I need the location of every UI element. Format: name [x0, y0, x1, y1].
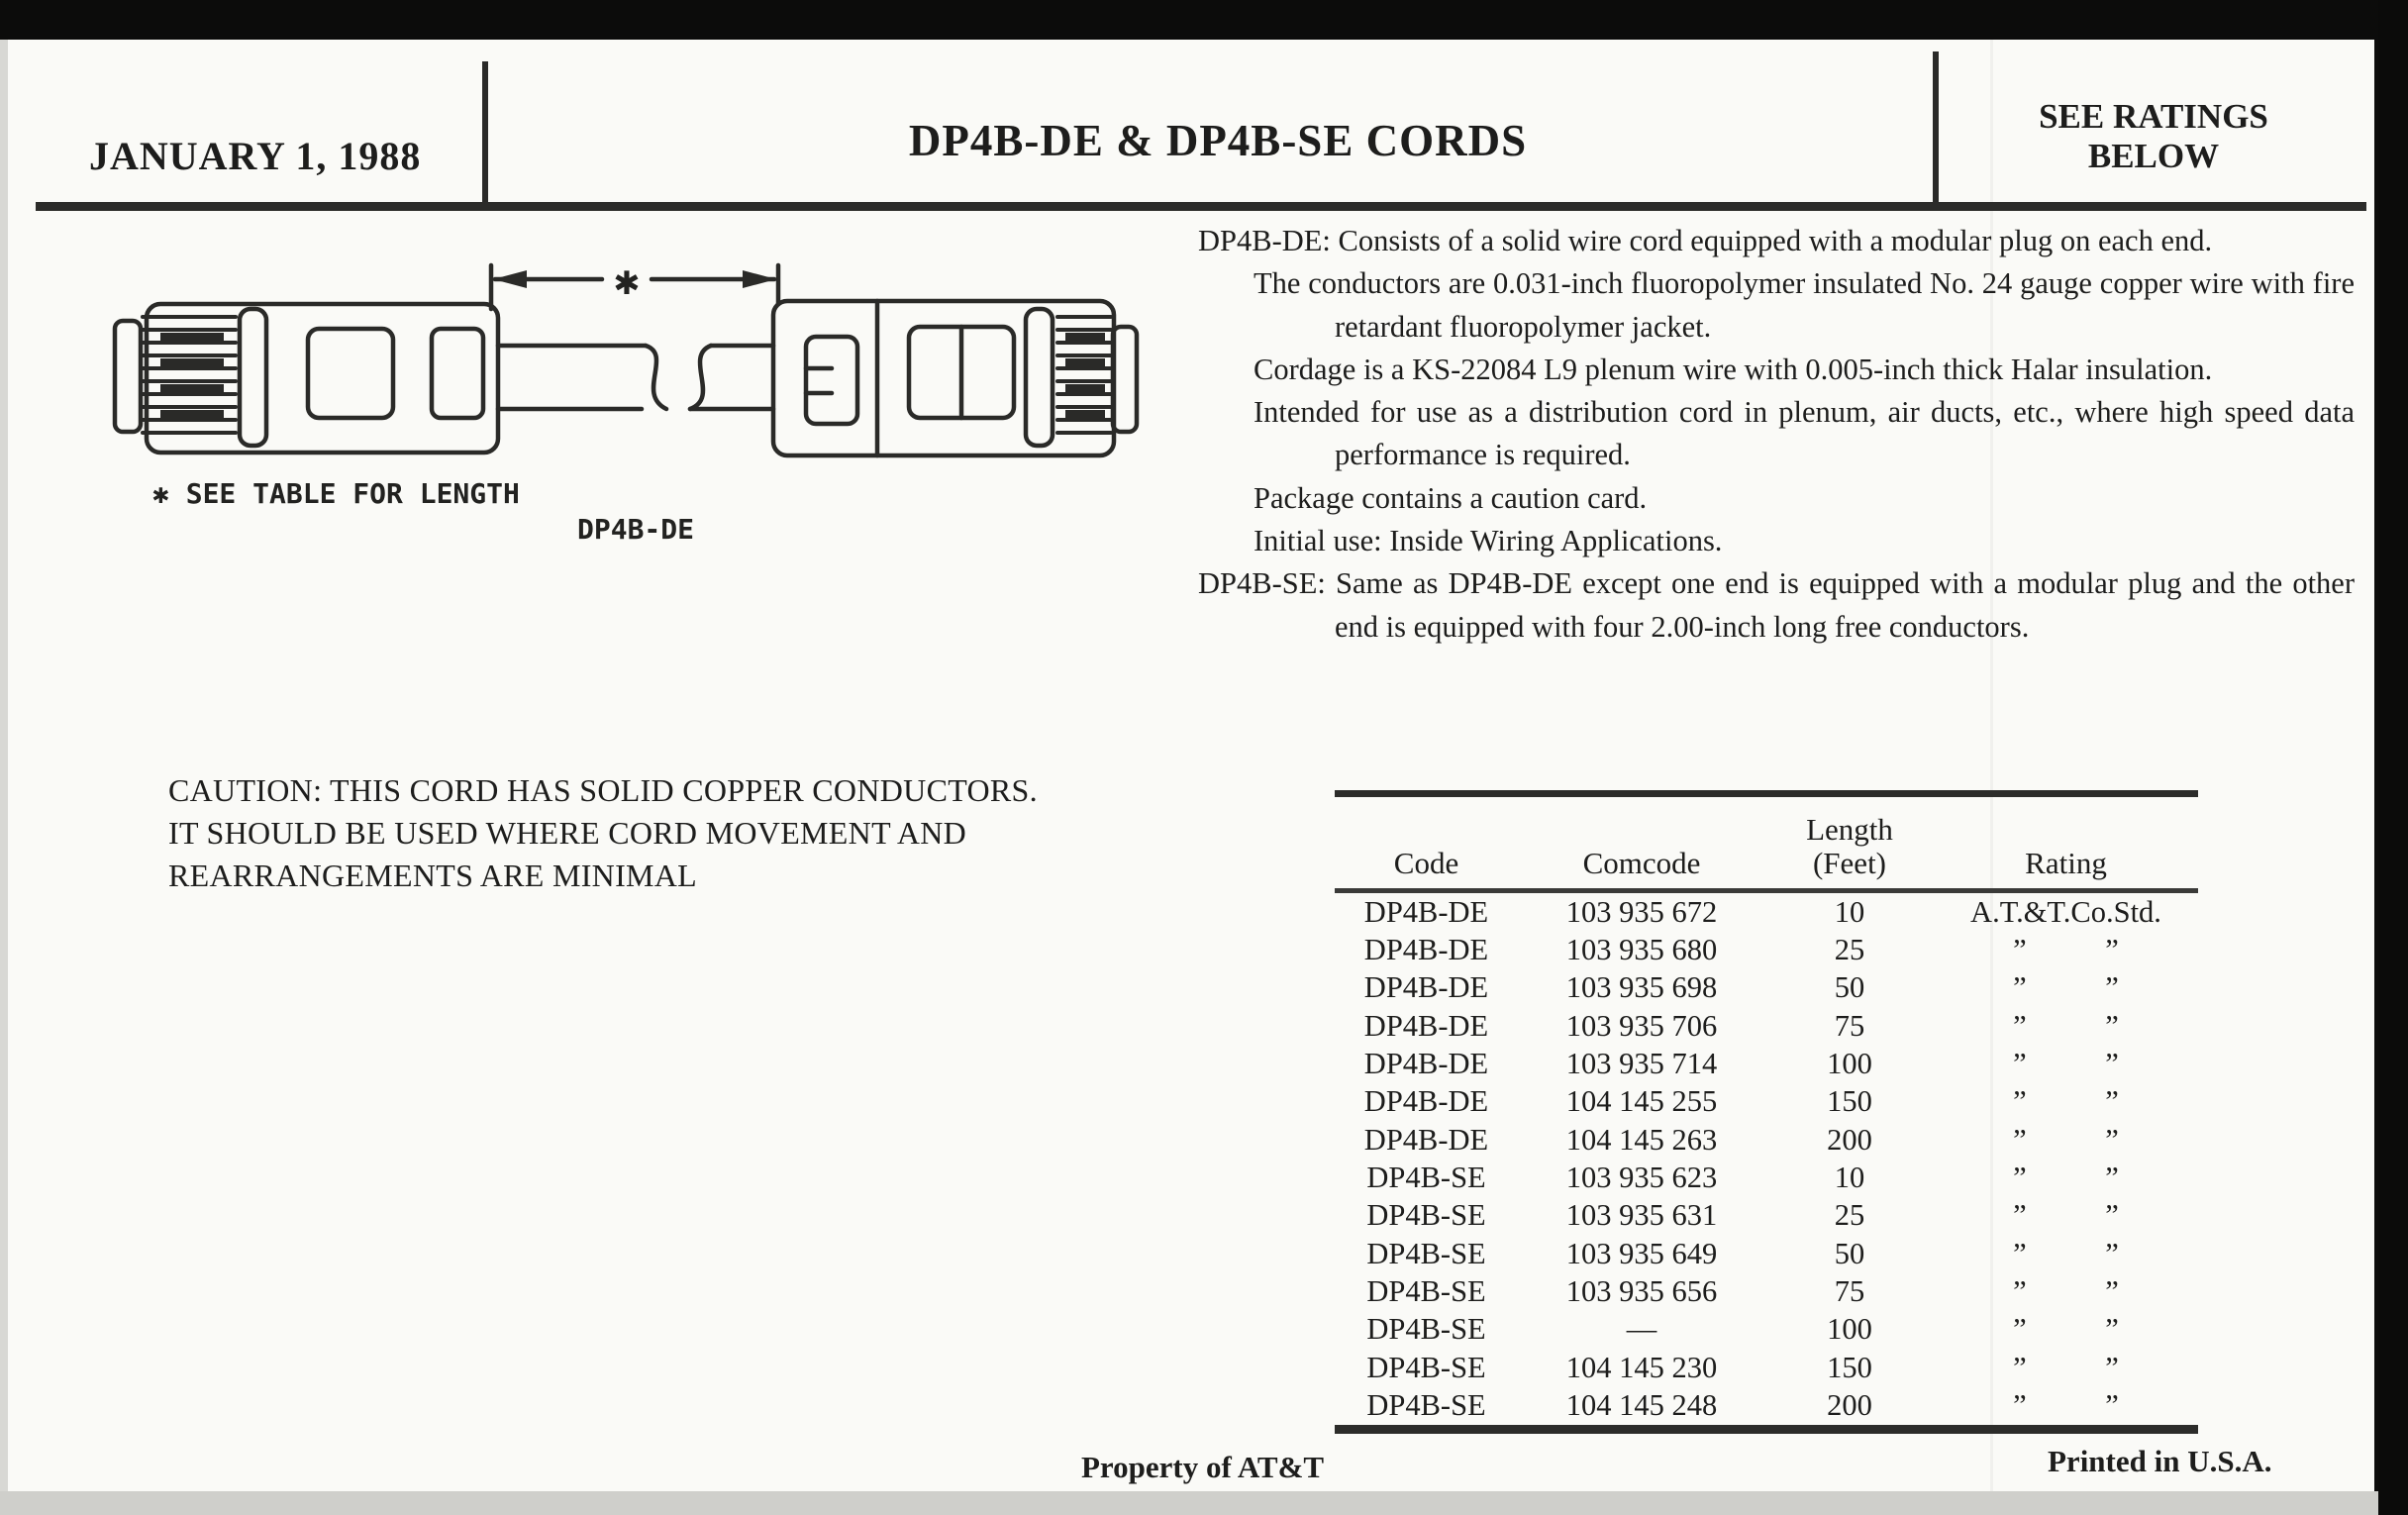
- caution-line3: REARRANGEMENTS ARE MINIMAL: [168, 858, 698, 893]
- cell-length: 200: [1827, 1122, 1872, 1157]
- cell-rating: ” ”: [2013, 1312, 2119, 1347]
- scan-left-edge: [0, 40, 8, 1491]
- caution-line2: IT SHOULD BE USED WHERE CORD MOVEMENT AND: [168, 815, 967, 851]
- left-plug: [115, 304, 498, 453]
- left-plug-tab: [115, 321, 141, 432]
- right-plug-tab: [1113, 327, 1137, 432]
- left-plug-body: [147, 304, 498, 453]
- cell-length: 150: [1827, 1084, 1872, 1119]
- cell-comcode: 104 145 248: [1565, 1388, 1718, 1423]
- cell-code: DP4B-SE: [1366, 1388, 1486, 1423]
- table-row: [1335, 1121, 2198, 1159]
- table-row: [1335, 1159, 2198, 1196]
- cell-length: 50: [1834, 970, 1865, 1005]
- column-header-comcode: Comcode: [1582, 846, 1701, 880]
- description-paragraph: DP4B-DE: Consists of a solid wire cord equipped with a modular plug on each end.: [1198, 224, 2213, 257]
- column-header-code: Code: [1393, 846, 1459, 880]
- cell-comcode: 104 145 230: [1565, 1350, 1718, 1384]
- cell-length: 10: [1834, 1161, 1865, 1195]
- column-header-length: [1765, 813, 1934, 880]
- description-paragraph: Package contains a caution card.: [1254, 480, 1648, 515]
- scan-bottom-edge: [0, 1491, 2378, 1515]
- cell-length: 10: [1834, 894, 1865, 929]
- table-header-row: [1335, 797, 2198, 888]
- cell-length: 25: [1834, 933, 1865, 967]
- cell-comcode: —: [1626, 1312, 1657, 1347]
- table-row: [1335, 1045, 2198, 1082]
- cell-comcode: 103 935 656: [1565, 1274, 1718, 1309]
- cell-comcode: 103 935 680: [1565, 933, 1718, 967]
- description-paragraph: DP4B-SE: Same as DP4B-DE except one end is equipped with a modular plug and the other end is equipped with four 2.00-inch long free conductors.: [1198, 566, 2355, 644]
- description-paragraph: Initial use: Inside Wiring Applications.: [1254, 524, 1723, 558]
- cell-comcode: 103 935 649: [1565, 1236, 1718, 1270]
- cell-rating: ” ”: [2013, 1350, 2119, 1384]
- table-row: [1335, 1349, 2198, 1386]
- cable-break-left: [646, 346, 666, 409]
- cell-rating: ” ”: [2013, 1198, 2119, 1233]
- table-row: [1335, 1197, 2198, 1235]
- table-body: [1335, 893, 2198, 1425]
- cell-comcode: 104 145 263: [1565, 1122, 1718, 1157]
- cell-rating: ” ”: [2013, 1388, 2119, 1423]
- right-plug-latch-bar: [1026, 309, 1053, 446]
- cell-comcode: 103 935 631: [1565, 1198, 1718, 1233]
- table-row: [1335, 1083, 2198, 1121]
- cell-rating: ” ”: [2013, 1008, 2119, 1043]
- cell-comcode: 104 145 255: [1565, 1084, 1718, 1119]
- cell-code: DP4B-DE: [1363, 1122, 1489, 1157]
- dimension-asterisk: ✱: [614, 255, 640, 304]
- cell-code: DP4B-SE: [1366, 1312, 1486, 1347]
- left-plug-contacts: [143, 317, 236, 433]
- table-row: [1335, 931, 2198, 968]
- table-row: [1335, 1386, 2198, 1424]
- table-row: [1335, 969, 2198, 1007]
- cell-comcode: 103 935 706: [1565, 1008, 1718, 1043]
- table-rule-bottom: [1335, 1425, 2198, 1434]
- cell-length: 200: [1827, 1388, 1872, 1423]
- caution-line1: CAUTION: THIS CORD HAS SOLID COPPER CONDUCTORS.: [168, 772, 1038, 808]
- cell-length: 150: [1827, 1350, 1872, 1384]
- description-paragraph: Cordage is a KS-22084 L9 plenum wire with 0.005-inch thick Halar insulation.: [1254, 352, 2213, 386]
- cell-comcode: 103 935 672: [1565, 894, 1718, 929]
- description-paragraph: The conductors are 0.031-inch fluoropolymer insulated No. 24 gauge copper wire with fire retardant fluoropolymer jacket.: [1254, 266, 2355, 344]
- description-column: [1198, 220, 2355, 649]
- left-plug-latch-bar: [240, 309, 266, 446]
- cord-label: DP4B-DE: [577, 513, 695, 546]
- length-note-label: ✱ SEE TABLE FOR LENGTH: [152, 477, 520, 510]
- cable: [498, 346, 773, 409]
- cable-break-right: [690, 346, 711, 409]
- cell-rating: ” ”: [2013, 1236, 2119, 1270]
- document-page: [8, 40, 2374, 1491]
- cell-code: DP4B-DE: [1363, 933, 1489, 967]
- dimension-arrow: [491, 255, 778, 309]
- cell-code: DP4B-DE: [1363, 1084, 1489, 1119]
- ratings-note-line1: SEE RATINGS: [2039, 97, 2268, 136]
- parts-table: [1335, 790, 2198, 1434]
- column-header-rating: Rating: [2025, 846, 2107, 880]
- column-header-length-line1: Length: [1806, 812, 1893, 847]
- cell-length: 100: [1827, 1312, 1872, 1347]
- ratings-note: [1939, 97, 2368, 176]
- footer-printed-note: Printed in U.S.A.: [2048, 1444, 2272, 1478]
- cell-code: DP4B-SE: [1366, 1350, 1486, 1384]
- description-paragraph: Intended for use as a distribution cord in plenum, air ducts, etc., where high speed data performance is required.: [1254, 395, 2355, 472]
- cell-rating: A.T.&T.Co.Std.: [1970, 894, 2161, 929]
- scan-top-border: [0, 0, 2408, 40]
- cell-rating: ” ”: [2013, 1161, 2119, 1195]
- cell-code: DP4B-DE: [1363, 1008, 1489, 1043]
- document-date: JANUARY 1, 1988: [89, 134, 422, 178]
- ratings-note-line2: BELOW: [2087, 137, 2220, 175]
- cell-rating: ” ”: [2013, 933, 2119, 967]
- right-plug: [773, 301, 1137, 455]
- cell-comcode: 103 935 714: [1565, 1047, 1718, 1081]
- footer-property-note: Property of AT&T: [1081, 1450, 1325, 1484]
- cell-code: DP4B-SE: [1366, 1274, 1486, 1309]
- table-row: [1335, 1007, 2198, 1045]
- cord-diagram: [95, 250, 1164, 556]
- cell-length: 75: [1834, 1274, 1865, 1309]
- page-title: DP4B-DE & DP4B-SE CORDS: [908, 116, 1528, 165]
- right-plug-boot-window: [806, 337, 857, 424]
- cell-comcode: 103 935 698: [1565, 970, 1718, 1005]
- header-rule: [36, 202, 2366, 211]
- right-plug-contacts: [1057, 317, 1111, 433]
- table-rule-top: [1335, 790, 2198, 797]
- cell-rating: ” ”: [2013, 1047, 2119, 1081]
- cell-rating: ” ”: [2013, 1084, 2119, 1119]
- cell-code: DP4B-DE: [1363, 894, 1489, 929]
- table-row: [1335, 1272, 2198, 1310]
- cell-rating: ” ”: [2013, 1122, 2119, 1157]
- table-row: [1335, 1311, 2198, 1349]
- cell-rating: ” ”: [2013, 1274, 2119, 1309]
- cell-length: 75: [1834, 1008, 1865, 1043]
- caution-text: [168, 769, 1257, 897]
- cell-code: DP4B-DE: [1363, 1047, 1489, 1081]
- cell-code: DP4B-SE: [1366, 1198, 1486, 1233]
- cell-length: 25: [1834, 1198, 1865, 1233]
- cell-code: DP4B-SE: [1366, 1161, 1486, 1195]
- cell-code: DP4B-SE: [1366, 1236, 1486, 1270]
- cell-code: DP4B-DE: [1363, 970, 1489, 1005]
- cell-rating: ” ”: [2013, 970, 2119, 1005]
- left-plug-window-1: [308, 329, 393, 418]
- header-divider-left: [482, 61, 488, 210]
- scan-right-border: [2378, 0, 2408, 1515]
- cell-length: 100: [1827, 1047, 1872, 1081]
- cell-length: 50: [1834, 1236, 1865, 1270]
- cell-comcode: 103 935 623: [1565, 1161, 1718, 1195]
- column-header-length-line2: (Feet): [1812, 846, 1887, 880]
- table-row: [1335, 893, 2198, 931]
- table-row: [1335, 1235, 2198, 1272]
- left-plug-window-2: [432, 329, 483, 418]
